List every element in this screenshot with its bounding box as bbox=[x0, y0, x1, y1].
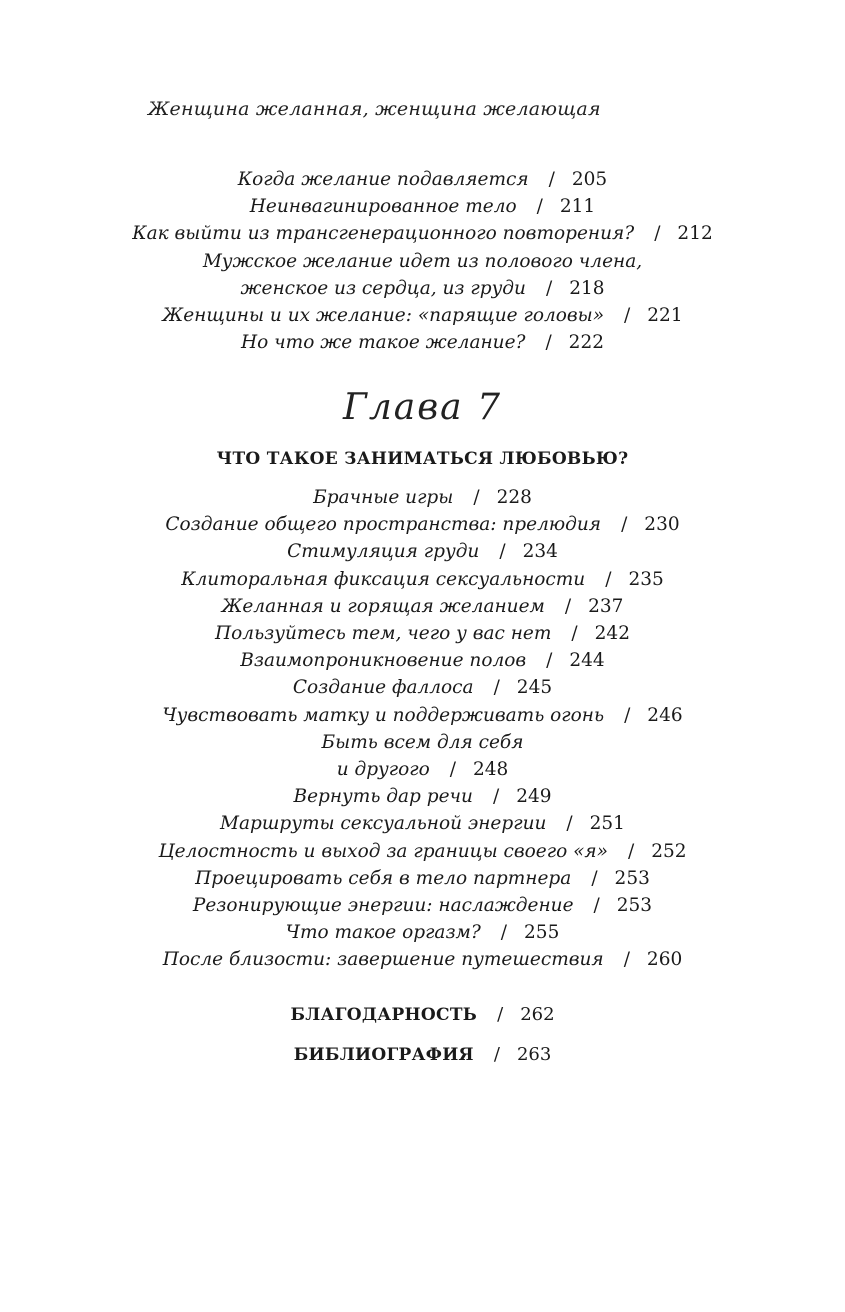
toc-entry-title: и другого bbox=[336, 759, 430, 781]
page-number: 237 bbox=[588, 595, 624, 617]
separator: / bbox=[545, 332, 552, 354]
toc-entry[interactable] bbox=[0, 248, 845, 275]
page-number: 248 bbox=[473, 759, 509, 781]
page-number: 245 bbox=[516, 677, 553, 699]
toc-entry-title: Резонирующие энергии: наслаждение bbox=[192, 895, 574, 917]
toc-entry-title: Создание фаллоса bbox=[292, 677, 474, 699]
separator: / bbox=[499, 541, 506, 563]
page-number: 212 bbox=[677, 223, 713, 245]
toc-entry[interactable] bbox=[0, 484, 845, 511]
toc-entry-title: Клиторальная фиксация сексуальности bbox=[181, 568, 586, 590]
separator: / bbox=[624, 704, 631, 726]
separator: / bbox=[546, 650, 553, 672]
toc-entry[interactable] bbox=[0, 729, 845, 756]
separator: / bbox=[497, 1004, 504, 1025]
page-number: 230 bbox=[644, 514, 680, 536]
page-number: 249 bbox=[516, 786, 552, 808]
page-number: 221 bbox=[647, 305, 683, 327]
chapter-heading: Глава 7 bbox=[343, 387, 502, 428]
toc-entry-title: Но что же такое желание? bbox=[241, 332, 526, 354]
toc-entry[interactable] bbox=[0, 702, 845, 729]
toc-entry-title: Маршруты сексуальной энергии bbox=[220, 813, 547, 835]
page-number: 222 bbox=[568, 332, 604, 354]
toc-entry[interactable] bbox=[0, 810, 845, 837]
separator: / bbox=[605, 568, 612, 590]
page-number: 234 bbox=[522, 541, 558, 563]
toc-entry-title: Создание общего пространства: прелюдия bbox=[165, 514, 602, 536]
backmatter-item[interactable] bbox=[0, 1004, 845, 1025]
toc-entry-title: Женщины и их желание: «парящие головы» bbox=[162, 305, 605, 327]
toc-entry-title: Чувствовать матку и поддерживать огонь bbox=[162, 704, 605, 726]
page-number: 262 bbox=[520, 1004, 555, 1025]
page-number: 235 bbox=[628, 568, 664, 590]
toc-entry[interactable] bbox=[0, 892, 845, 919]
page-number: 260 bbox=[646, 949, 683, 971]
backmatter-item[interactable] bbox=[0, 1044, 845, 1065]
toc-entry[interactable] bbox=[0, 220, 845, 247]
separator: / bbox=[493, 677, 500, 699]
toc-entry[interactable] bbox=[0, 756, 845, 783]
page-number: 246 bbox=[647, 704, 683, 726]
separator: / bbox=[654, 223, 661, 245]
toc-entry[interactable] bbox=[0, 275, 845, 302]
page-number: 253 bbox=[616, 895, 653, 917]
toc-entry-title: Взаимопроникновение полов bbox=[240, 650, 527, 672]
toc-entry[interactable] bbox=[0, 302, 845, 329]
separator: / bbox=[536, 196, 543, 218]
separator: / bbox=[566, 813, 573, 835]
toc-entry[interactable] bbox=[0, 865, 845, 892]
separator: / bbox=[548, 169, 555, 190]
toc-entry[interactable] bbox=[0, 674, 845, 701]
separator: / bbox=[624, 305, 631, 327]
toc-entry[interactable] bbox=[0, 620, 845, 647]
toc-entry-title: После близости: завершение путешествия bbox=[162, 949, 604, 971]
toc-section-2 bbox=[0, 484, 845, 974]
toc-entry[interactable] bbox=[0, 566, 845, 593]
page-number: 251 bbox=[589, 813, 625, 835]
toc-entry[interactable] bbox=[0, 511, 845, 538]
separator: / bbox=[545, 277, 553, 299]
toc-entry-title: Пользуйтесь тем, чего у вас нет bbox=[215, 623, 552, 645]
toc-entry-title: Мужское желание идет из полового члена, bbox=[202, 250, 643, 272]
page-number: 244 bbox=[569, 650, 605, 672]
toc-entry-title: Брачные игры bbox=[313, 487, 454, 508]
toc-entry[interactable] bbox=[0, 166, 845, 193]
page-number: 218 bbox=[569, 277, 605, 299]
toc-entry-title: Как выйти из трансгенерационного повторения? bbox=[132, 223, 635, 245]
separator: / bbox=[571, 623, 578, 645]
toc-entry[interactable] bbox=[0, 193, 845, 220]
backmatter-label: БИБЛИОГРАФИЯ bbox=[293, 1045, 474, 1065]
toc-entry-title: Стимуляция груди bbox=[287, 541, 480, 563]
toc-entry[interactable] bbox=[0, 538, 845, 565]
toc-entry-title: Что такое оргазм? bbox=[285, 922, 481, 944]
toc-entry-title: женское из сердца, из груди bbox=[240, 277, 526, 299]
toc-entry[interactable] bbox=[0, 838, 845, 865]
toc-entry[interactable] bbox=[0, 783, 845, 810]
toc-entry-title: Желанная и горящая желанием bbox=[221, 595, 545, 617]
separator: / bbox=[591, 867, 598, 889]
separator: / bbox=[593, 895, 600, 917]
toc-entry-title: Когда желание подавляется bbox=[237, 169, 529, 190]
page-number: 253 bbox=[614, 867, 650, 889]
toc-entry[interactable] bbox=[0, 946, 845, 973]
toc-section-1 bbox=[0, 166, 845, 356]
toc-entry-title: Целостность и выход за границы своего «я» bbox=[158, 840, 608, 862]
toc-entry[interactable] bbox=[0, 329, 845, 356]
toc-entry[interactable] bbox=[0, 647, 845, 674]
backmatter-label: БЛАГОДАРНОСТЬ bbox=[290, 1005, 478, 1025]
toc-entry-title: Быть всем для себя bbox=[321, 731, 524, 753]
separator: / bbox=[492, 786, 500, 808]
toc-entry[interactable] bbox=[0, 919, 845, 946]
running-head: Женщина желанная, женщина желающая bbox=[148, 98, 601, 120]
separator: / bbox=[449, 759, 456, 781]
toc-entry-title: Неинвагинированное тело bbox=[249, 196, 517, 218]
page-number: 255 bbox=[524, 922, 560, 944]
page-number: 252 bbox=[651, 840, 687, 862]
separator: / bbox=[564, 595, 572, 617]
separator: / bbox=[623, 949, 630, 971]
separator: / bbox=[473, 487, 480, 508]
toc-entry[interactable] bbox=[0, 593, 845, 620]
chapter-title: ЧТО ТАКОЕ ЗАНИМАТЬСЯ ЛЮБОВЬЮ? bbox=[216, 449, 629, 469]
page-number: 263 bbox=[516, 1044, 552, 1065]
separator: / bbox=[493, 1044, 500, 1065]
separator: / bbox=[500, 922, 508, 944]
toc-entry-title: Вернуть дар речи bbox=[293, 786, 473, 808]
page-number: 211 bbox=[559, 196, 596, 218]
toc-entry-title: Проецировать себя в тело партнера bbox=[195, 867, 572, 889]
separator: / bbox=[628, 840, 635, 862]
page-number: 242 bbox=[594, 623, 630, 645]
separator: / bbox=[621, 514, 628, 536]
page-number: 205 bbox=[571, 169, 608, 190]
page-number: 228 bbox=[496, 487, 532, 508]
